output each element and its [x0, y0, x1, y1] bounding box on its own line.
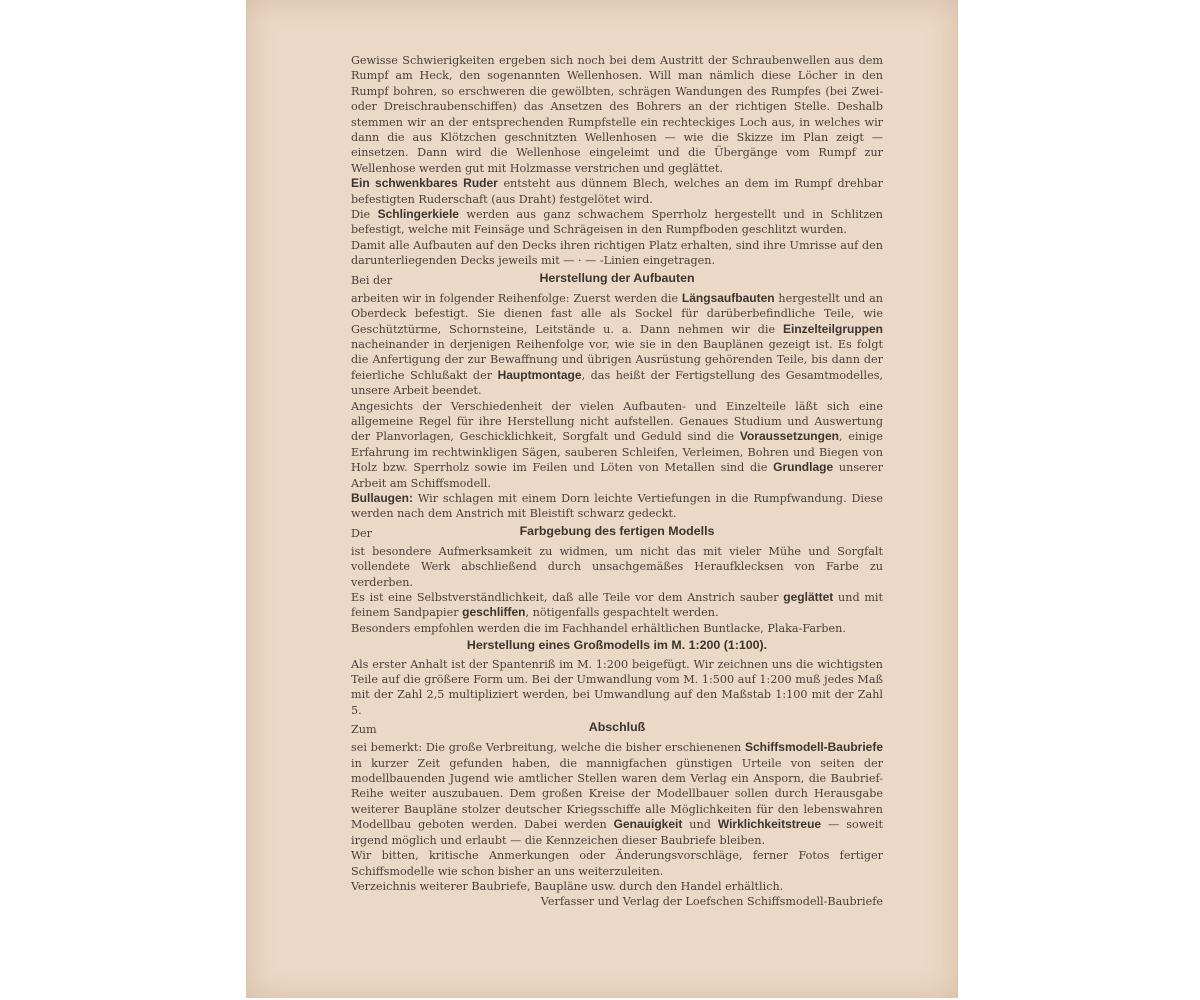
bold-term: Grundlage	[773, 460, 834, 475]
paragraph-farbgebung: ist besondere Aufmerksamkeit zu widmen, um nicht das mit vieler Mühe und Sorgfalt vollendete Werk abschließend durch unsachgemäßes Heraufklecksen von Farbe zu verderben.	[351, 544, 883, 589]
paragraph-ruder	[351, 176, 883, 207]
paragraph-text: Es ist eine Selbstverständlichkeit, daß alle Teile vor dem Anstrich sauber	[351, 591, 784, 604]
paragraph-bitte: Wir bitten, kritische Anmerkungen oder Änderungsvorschläge, ferner Fotos fertiger Schiffsmodelle wie schon bisher an uns weiterzuleiten.	[351, 849, 883, 878]
section-heading-row	[351, 271, 883, 289]
paragraph-verschiedenheit	[351, 399, 883, 491]
paragraph-text: unserer Arbeit am Schiffsmodell.	[351, 461, 883, 490]
paragraph-verzeichnis: Verzeichnis weiterer Baubriefe, Baupläne usw. durch den Handel erhältlich.	[351, 879, 784, 893]
paragraph-text: Angesichts der Verschiedenheit der vielen Aufbauten- und Einzelteile läßt sich eine allgemeine Regel für ihre Herstellung nicht aufstellen. Genaues Studium und Auswertung der Planvorlagen, Geschicklichkeit, Sorgfalt und Geduld sind die	[351, 399, 883, 444]
paragraph-text: arbeiten wir in folgender Reihenfolge: Zuerst werden die	[351, 291, 682, 305]
paragraph-text: — soweit irgend möglich und erlaubt — die Kennzeichen dieser Baubriefe bleiben.	[351, 818, 883, 847]
bold-term: Bullaugen:	[351, 490, 413, 505]
bold-term: Ein schwenkbares Ruder	[351, 176, 498, 191]
bold-term: Schiffsmodell-Baubriefe	[744, 740, 883, 755]
section-heading: Herstellung eines Großmodells im M. 1:200 (1:100).	[466, 638, 768, 653]
section-heading: Herstellung der Aufbauten	[539, 270, 695, 285]
body-text	[351, 53, 883, 910]
paragraph-abschluss	[351, 740, 883, 848]
paragraph-text: werden aus ganz schwachem Sperrholz hergestellt und in Schlitzen befestigt, welche mit Feinsäge und Schrägeisen in den Rumpfboden geschlitzt wurden.	[351, 208, 883, 237]
bold-term: geglättet	[783, 590, 834, 604]
section-heading: Farbgebung des fertigen Modells	[519, 523, 715, 538]
bold-term: Wirklichkeitstreue	[717, 817, 822, 832]
paragraph-text: , das heißt der Fertigstellung des Gesamtmodelles, unsere Arbeit beendet.	[351, 368, 883, 398]
publisher-signature: Verfasser und Verlag der Loefschen Schiffsmodell-Baubriefe	[540, 895, 883, 909]
paragraph-text: in kurzer Zeit gefunden haben, die mannigfachen günstigen Urteile von seiten der modellbauenden Jugend wie amtlicher Stellen waren dem Verlag ein Ansporn, die Baubrief-Reihe weiter auszubauen. Dem großen Kreise der Modellbauer sollen durch Herausgabe weiterer Baupläne stolzer deutscher Kriegsschiffe alle Möglichkeiten für den lebenswahren Modellbau geboten werden. Dabei werden	[351, 756, 883, 832]
paragraph-anstrich	[351, 590, 883, 621]
paragraph-text: und	[682, 818, 718, 832]
paragraph-text: hergestellt und an Oberdeck befestigt. Sie dienen fast alle als Sockel für darüberbefindliche Teile, wie Geschütztürme, Schornsteine, Leitstände u. a. Dann nehmen wir die	[351, 291, 883, 336]
bold-term: Genauigkeit	[613, 817, 683, 832]
bold-term: Einzelteilgruppen	[782, 321, 883, 336]
paragraph-text: , nötigenfalls gespachtelt werden.	[525, 606, 719, 620]
heading-lead-text: Der	[351, 526, 372, 540]
paragraph-text: , einige Erfahrung im rechtwinkligen Sägen, sauberen Schleifen, Verleimen, Bohren und Biegen von Holz bzw. Sperrholz sowie im Feilen und Löten von Metallen sind die	[351, 430, 883, 475]
bold-term: Voraussetzungen	[739, 429, 839, 444]
paragraph-text: Wir schlagen mit einem Dorn leichte Vertiefungen in die Rumpfwandung. Diese werden nach dem Anstrich mit Bleistift schwarz gedeckt.	[351, 491, 883, 521]
heading-lead-text: Zum	[351, 723, 377, 737]
paragraph-text: sei bemerkt: Die große Verbreitung, welche die bisher erschienenen	[351, 741, 745, 755]
paragraph-text: entsteht aus dünnem Blech, welches an dem im Rumpf drehbar befestigten Ruderschaft (aus Draht) festgelötet wird.	[351, 177, 883, 206]
bold-term: Schlingerkiele	[377, 207, 459, 222]
paragraph-bullaugen	[351, 491, 883, 522]
paragraph-wellenhosen: Gewisse Schwierigkeiten ergeben sich noch bei dem Austritt der Schraubenwellen aus dem Rumpf am Heck, den sogenannten Wellenhosen. Will man nämlich diese Löcher in den Rumpf bohren, so erschweren die gewölbten, schrägen Wandungen des Rumpfes (bei Zwei- oder Dreischraubenschiffen) das Ansetzen des Bohrers an der richtigen Stelle. Deshalb stemmen wir an der entsprechenden Rumpfstelle ein rechteckiges Loch aus, in welches wir dann die aus Klötzchen geschnitzten Wellenhosen — wie die Skizze im Plan zeigt — einsetzen. Dann wird die Wellenhose eingeleimt und die Übergänge vom Rumpf zur Wellenhose werden gut mit Holzmasse verstrichen und geglättet.	[351, 54, 883, 175]
bold-term: Hauptmontage	[497, 367, 582, 382]
section-heading: Abschluß	[588, 720, 646, 735]
paragraph-text: und mit feinem Sandpapier	[351, 591, 883, 620]
paragraph-buntlacke: Besonders empfohlen werden die im Fachhandel erhältlichen Buntlacke, Plaka-Farben.	[351, 621, 846, 635]
paragraph-grossmodell: Als erster Anhalt ist der Spantenriß im M. 1:200 beigefügt. Wir zeichnen uns die wichtigsten Teile auf die größere Form um. Bei der Umwandlung vom M. 1:500 auf 1:200 muß jedes Maß mit der Zahl 2,5 multipliziert werden, bei Umwandlung auf den Maßstab 1:100 mit der Zahl 5.	[351, 657, 883, 717]
paragraph-text: Die	[351, 208, 378, 222]
bold-term: Längsaufbauten	[681, 290, 775, 305]
paragraph-decks: Damit alle Aufbauten auf den Decks ihren richtigen Platz erhalten, sind ihre Umrisse auf den darunterliegenden Decks jeweils mit — · — -Linien eingetragen.	[351, 238, 883, 268]
section-heading-row	[351, 524, 883, 542]
paragraph-aufbauten	[351, 291, 883, 399]
document-page	[246, 0, 958, 998]
paragraph-schlingerkiele	[351, 207, 883, 238]
bold-term: geschliffen	[462, 605, 526, 620]
paragraph-text: nacheinander in derjenigen Reihenfolge vor, wie sie in den Bauplänen gezeigt ist. Es folgt die Anfertigung der zur Bewaffnung und übrigen Ausrüstung gehörenden Teile, bis dann der feierliche Schlußakt der	[351, 337, 883, 382]
section-heading-row	[351, 720, 883, 738]
heading-lead-text: Bei der	[351, 273, 393, 287]
